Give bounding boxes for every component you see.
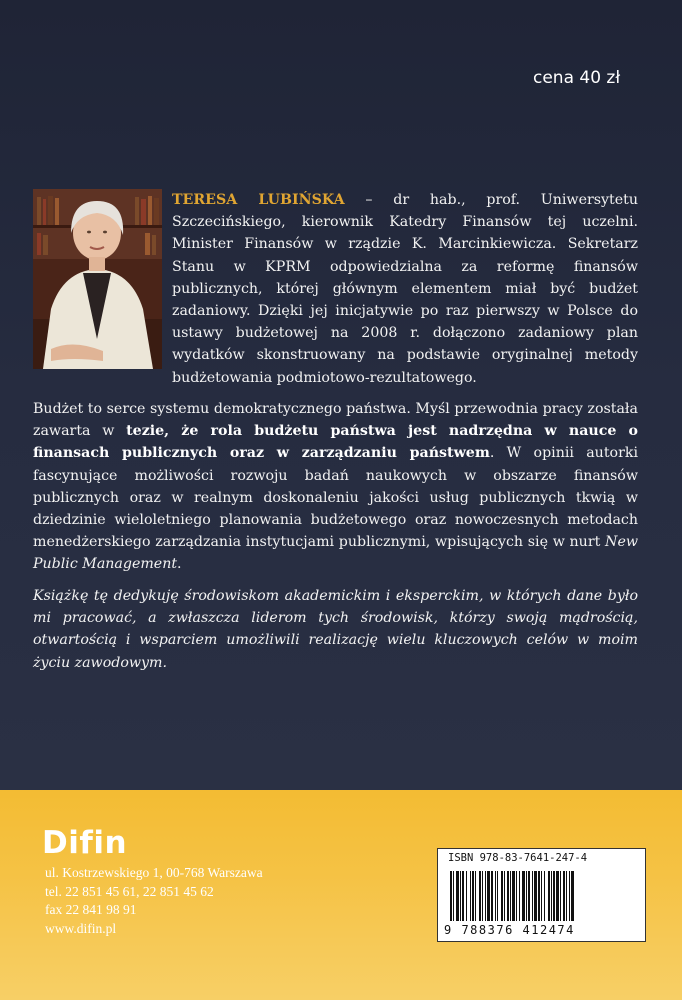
- barcode-bar: [519, 871, 520, 921]
- barcode-bar: [462, 871, 464, 921]
- barcode-bar: [560, 871, 561, 921]
- price-label: cena 40 zł: [533, 68, 621, 88]
- description-end: .: [177, 556, 182, 573]
- description-text-2: . W opinii autorki fascynujące możliwości rozwoju badań naukowych w obszarze finansów publicznych oraz w realnym doskonaleniu jakości usług publicznych tkwią w dziedzinie wieloletniego planowania budżetowego oraz nowoczesnych metodach menedżerskiego zarządzania instytucjami publicznymi, wpisujących się w nurt: [33, 445, 638, 551]
- barcode-bar: [466, 871, 467, 921]
- barcode-bar: [485, 871, 486, 921]
- barcode-bar: [453, 871, 454, 921]
- description-npm: New Public Management: [33, 534, 638, 573]
- barcode-bar: [495, 871, 496, 921]
- barcode-bar: [571, 871, 574, 921]
- barcode-bar: [501, 871, 503, 921]
- barcode-bar: [566, 871, 567, 921]
- barcode-bar: [497, 871, 498, 921]
- barcode-bar: [526, 871, 527, 921]
- publisher-address-block: [45, 864, 345, 938]
- barcode-bar: [553, 871, 555, 921]
- barcode-bar: [534, 871, 537, 921]
- barcode-bar: [569, 871, 570, 921]
- isbn-barcode-box: [437, 848, 646, 942]
- barcode-bar: [541, 871, 542, 921]
- publisher-website: www.difin.pl: [45, 920, 117, 936]
- publisher-address: ul. Kostrzewskiego 1, 00-768 Warszawa: [45, 865, 263, 880]
- author-bio-text: – dr hab., prof. Uniwersytetu Szczecińskiego, kierownik Katedry Finansów tej uczelni. Minister Finansów w rządzie K. Marcinkiewicza. Sekretarz Stanu w KPRM odpowiedzialna za reformę finansów publicznych, której głównym elementem miał być budżet zadaniowy. Dzięki jej inicjatywie po raz pierwszy w Polsce do ustawy budżetowej na 2008 r. dołączono zadaniowy plan wydatków skonstruowany na podstawie oryginalnej metody budżetowania podmiotowo-rezultatowego.: [172, 192, 638, 386]
- barcode-bar: [507, 871, 509, 921]
- ean-digits: 9 788376 412474: [444, 923, 575, 937]
- barcode-bar: [472, 871, 474, 921]
- barcode-bar: [475, 871, 476, 921]
- book-description: [33, 398, 638, 576]
- barcode-bar: [470, 871, 471, 921]
- author-name: TERESA LUBIŃSKA: [172, 192, 345, 208]
- barcode-bar: [510, 871, 511, 921]
- publisher-logo: Difin: [42, 825, 128, 861]
- barcode-bar: [512, 871, 515, 921]
- publisher-fax: fax 22 841 98 91: [45, 902, 137, 917]
- author-bio: [172, 189, 638, 389]
- description-text-1: Budżet to serce systemu demokratycznego państwa. Myśl przewodnia pracy została zawarta w: [33, 401, 638, 440]
- publisher-phone: tel. 22 851 45 61, 22 851 45 62: [45, 883, 214, 899]
- barcode-bar: [479, 871, 481, 921]
- barcode-bar: [528, 871, 530, 921]
- barcode-bar: [516, 871, 517, 921]
- barcode-bar: [522, 871, 525, 921]
- barcode-bar: [563, 871, 565, 921]
- barcode-icon: [446, 871, 636, 923]
- barcode-bar: [450, 871, 452, 921]
- barcode-bar: [548, 871, 550, 921]
- barcode-bar: [491, 871, 493, 921]
- barcode-bar: [487, 871, 490, 921]
- dedication: Książkę tę dedykuję środowiskom akademickim i eksperckim, w których dane było mi pracować, a zwłaszcza liderom tych środowisk, którzy swoją mądrością, otwartością i wsparciem umożliwili realizację wielu kluczowych celów w moim życiu zawodowym.: [33, 588, 638, 671]
- barcode-bar: [460, 871, 461, 921]
- barcode-bar: [482, 871, 483, 921]
- barcode-bar: [556, 871, 559, 921]
- barcode-bar: [456, 871, 459, 921]
- barcode-bar: [538, 871, 540, 921]
- description-thesis: tezie, że rola budżetu państwa jest nadrzędna w nauce o finansach publicznych oraz w zarządzaniu państwem: [33, 423, 639, 462]
- barcode-bar: [551, 871, 552, 921]
- isbn-label: ISBN 978-83-7641-247-4: [448, 852, 588, 864]
- barcode-bar: [504, 871, 505, 921]
- barcode-bar: [532, 871, 533, 921]
- barcode-bar: [544, 871, 545, 921]
- author-photo: [33, 189, 162, 369]
